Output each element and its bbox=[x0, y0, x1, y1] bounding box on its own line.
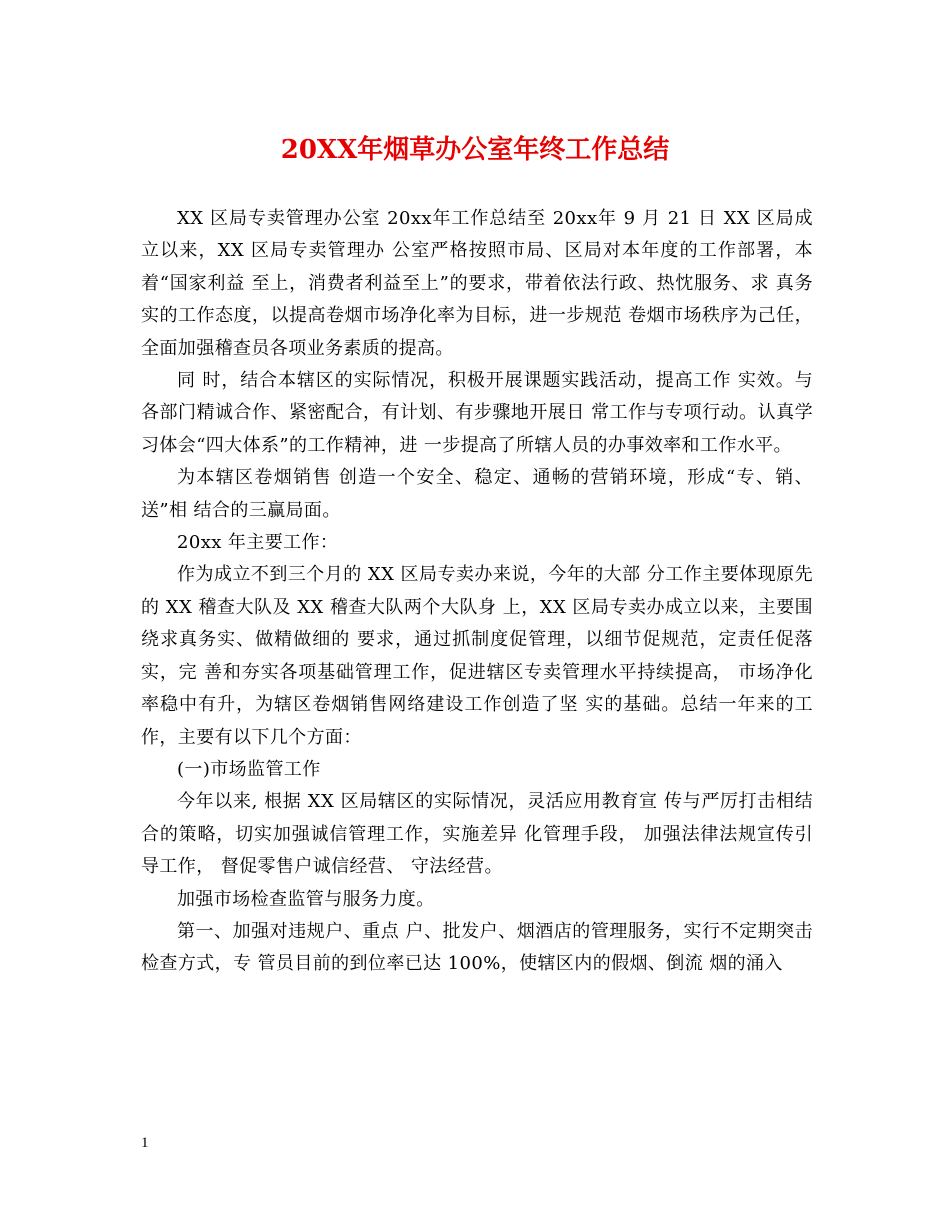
document-title: 20XX年烟草办公室年终工作总结 bbox=[280, 135, 670, 165]
paragraph: 今年以来, 根据 XX 区局辖区的实际情况，灵活应用教育宣 传与严厉打击相结合的策略，切实加强诚信管理工作，实施差异 化管理手段， 加强法律法规宣传引导工作， 督促零售户诚信经营、 守法经营。 bbox=[141, 791, 813, 878]
section-heading: (一)市场监管工作 bbox=[177, 758, 321, 780]
page-number: 1 bbox=[141, 1135, 149, 1151]
paragraph: 同 时，结合本辖区的实际情况，积极开展课题实践活动，提高工作 实效。与各部门精诚合作、紧密配合，有计划、有步骤地开展日 常工作与专项行动。认真学习体会“四大体系”的工作精神，进 一步提高了所辖人员的办事效率和工作水平。 bbox=[141, 370, 813, 456]
paragraph: 作为成立不到三个月的 XX 区局专卖办来说，今年的大部 分工作主要体现原先的 XX 稽查大队及 XX 稽查大队两个大队身 上，XX 区局专卖办成立以来，主要围绕求真务实、做精做细的 要求，通过抓制度促管理，以细节促规范，定责任促落实，完 善和夯实各项基础管理工作，促进辖区专卖管理水平持续提高， 市场净化率稳中有升，为辖区卷烟销售网络建设工作创造了坚 实的基础。总结一年来的工作，主要有以下几个方面： bbox=[141, 564, 813, 748]
document-body bbox=[141, 203, 813, 981]
paragraph: XX 区局专卖管理办公室 20xx年工作总结至 20xx年 9 月 21 日 XX 区局成立以来，XX 区局专卖管理办 公室严格按照市局、区局对本年度的工作部署，本着“国家利益 至上，消费者利益至上”的要求，带着依法行政、热忱服务、求 真务实的工作态度，以提高卷烟市场净化率为目标，进一步规范 卷烟市场秩序为己任，全面加强稽查员各项业务素质的提高。 bbox=[141, 208, 813, 359]
paragraph: 加强市场检查监管与服务力度。 bbox=[177, 888, 435, 910]
paragraph: 为本辖区卷烟销售 创造一个安全、稳定、通畅的营销环境，形成“专、销、送”相 结合的三赢局面。 bbox=[141, 467, 813, 521]
section-heading: 20xx 年主要工作： bbox=[177, 532, 339, 554]
paragraph: 第一、加强对违规户、重点 户、批发户、烟酒店的管理服务，实行不定期突击检查方式，专 管员目前的到位率已达 100%，使辖区内的假烟、倒流 烟的涌入 bbox=[141, 920, 813, 975]
